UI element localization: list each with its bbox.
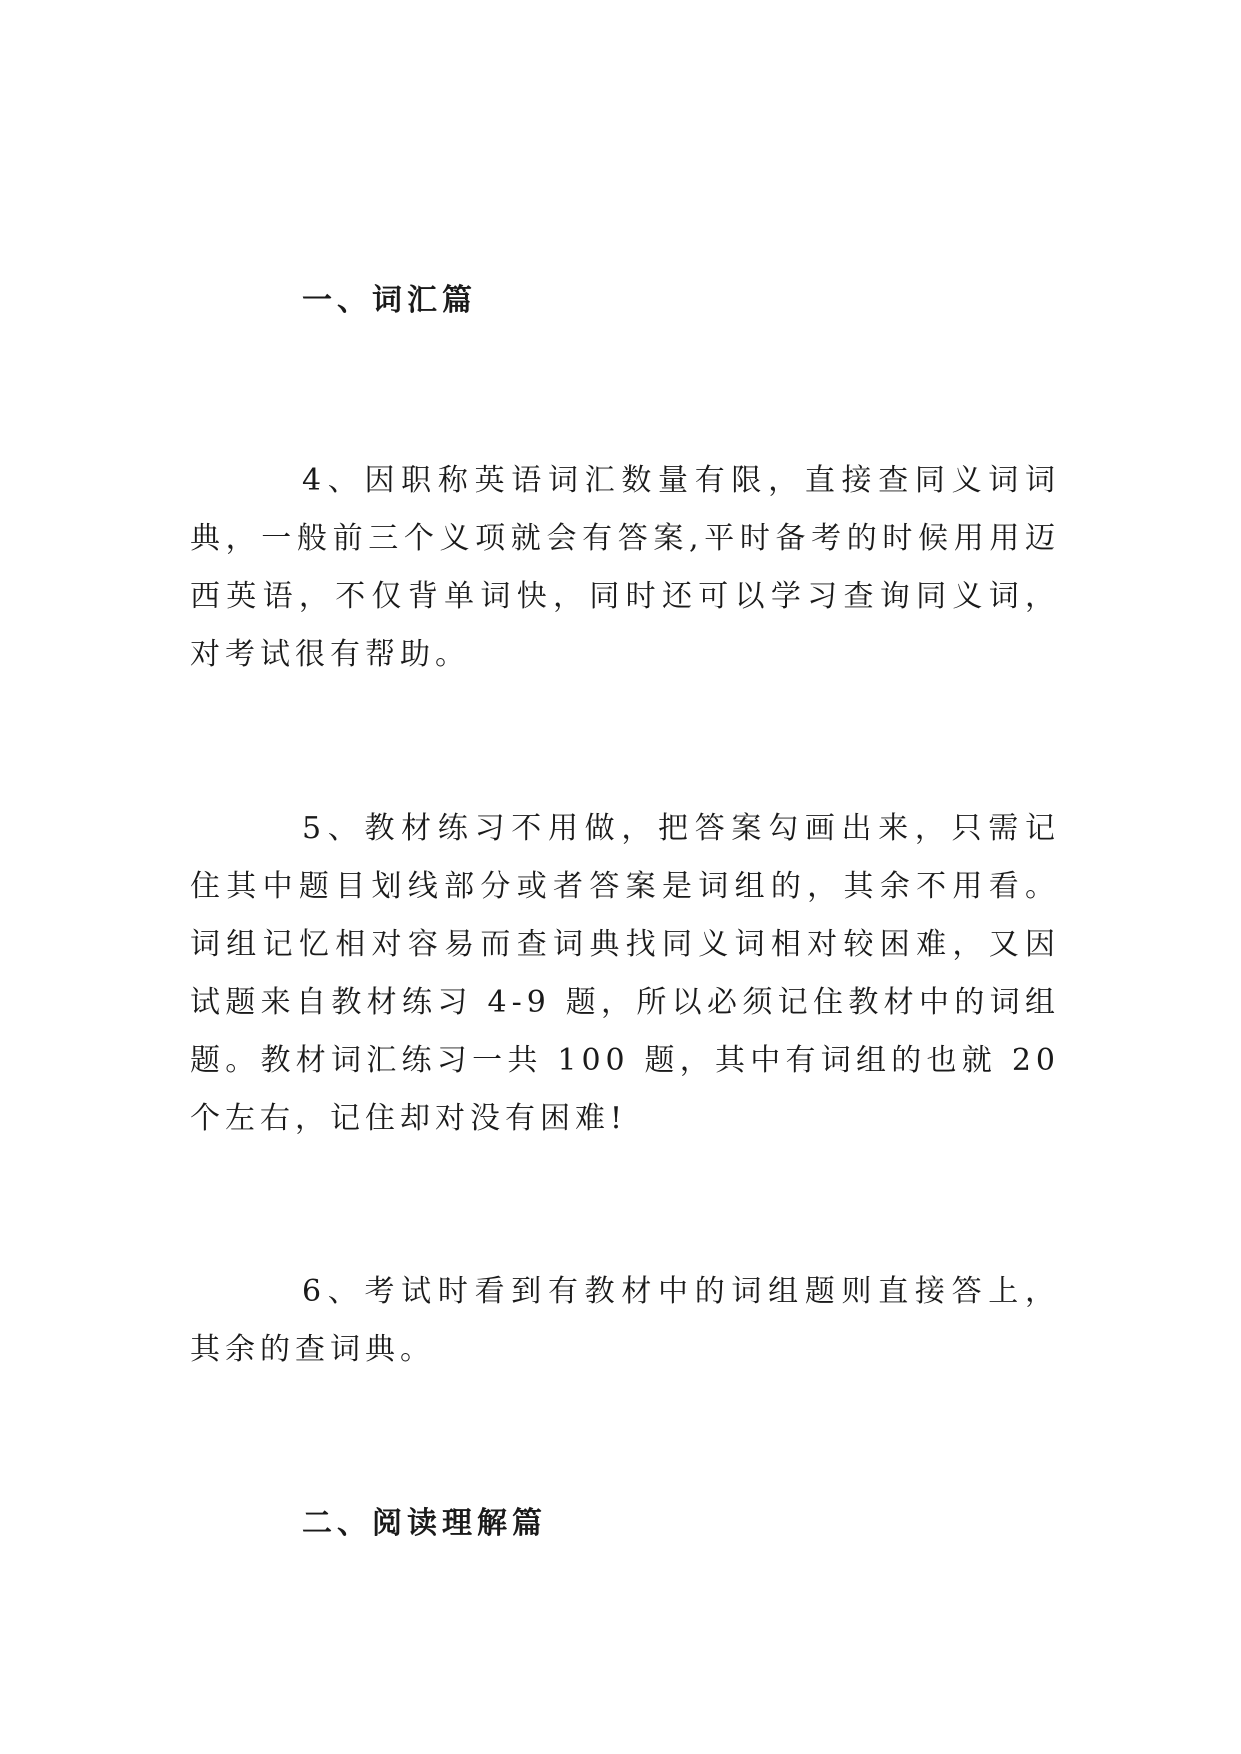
- section-heading-reading: 二、阅读理解篇: [302, 1506, 547, 1541]
- section-heading-vocabulary: 一、词汇篇: [302, 283, 477, 318]
- paragraph-item-6: 6、考试时看到有教材中的词组题则直接答上，其余的查词典。: [190, 1274, 1060, 1367]
- paragraph-item-4: 4、因职称英语词汇数量有限，直接查同义词词典，一般前三个义项就会有答案,平时备考的时候用用迈西英语，不仅背单词快，同时还可以学习查询同义词，对考试很有帮助。: [190, 463, 1060, 672]
- paragraph-item-5: 5、教材练习不用做，把答案勾画出来，只需记住其中题目划线部分或者答案是词组的，其余不用看。词组记忆相对容易而查词典找同义词相对较困难，又因试题来自教材练习 4-9 题，所以必须记住教材中的词组题。教材词汇练习一共 100 题，其中有词组的也就 20 个左右，记住却对没有困难!: [190, 811, 1060, 1136]
